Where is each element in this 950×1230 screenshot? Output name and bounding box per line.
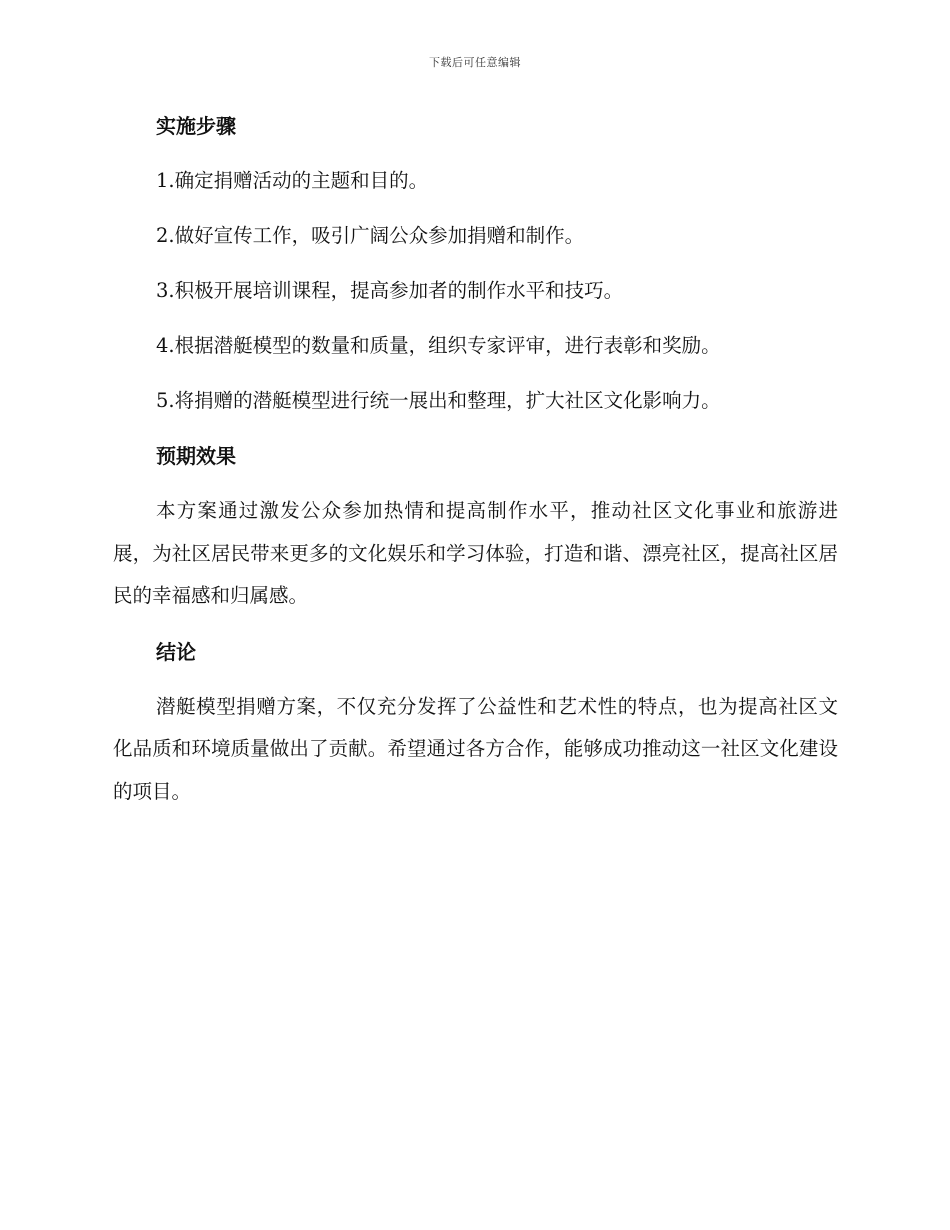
document-content [113,110,838,831]
step-3: 3.积极开展培训课程，提高参加者的制作水平和技巧。 [156,279,624,302]
step-1: 1.确定捐赠活动的主题和目的。 [156,169,429,192]
step-5: 5.将捐赠的潜艇模型进行统一展出和整理，扩大社区文化影响力。 [156,389,721,412]
expected-paragraph: 本方案通过激发公众参加热情和提高制作水平，推动社区文化事业和旅游进展，为社区居民带来更多的文化娱乐和学习体验，打造和谐、漂亮社区，提高社区居民的幸福感和归属感。 [113,499,838,607]
conclusion-paragraph: 潜艇模型捐赠方案，不仅充分发挥了公益性和艺术性的特点，也为提高社区文化品质和环境质量做出了贡献。希望通过各方合作，能够成功推动这一社区文化建设的项目。 [113,694,838,803]
step-2: 2.做好宣传工作，吸引广阔公众参加捐赠和制作。 [156,224,585,247]
section-heading-implementation: 实施步骤 [156,114,236,138]
section-heading-conclusion: 结论 [156,639,196,664]
header-note: 下载后可任意编辑 [429,56,521,69]
step-4: 4.根据潜艇模型的数量和质量，组织专家评审，进行表彰和奖励。 [156,334,721,357]
section-heading-expected: 预期效果 [156,444,236,468]
